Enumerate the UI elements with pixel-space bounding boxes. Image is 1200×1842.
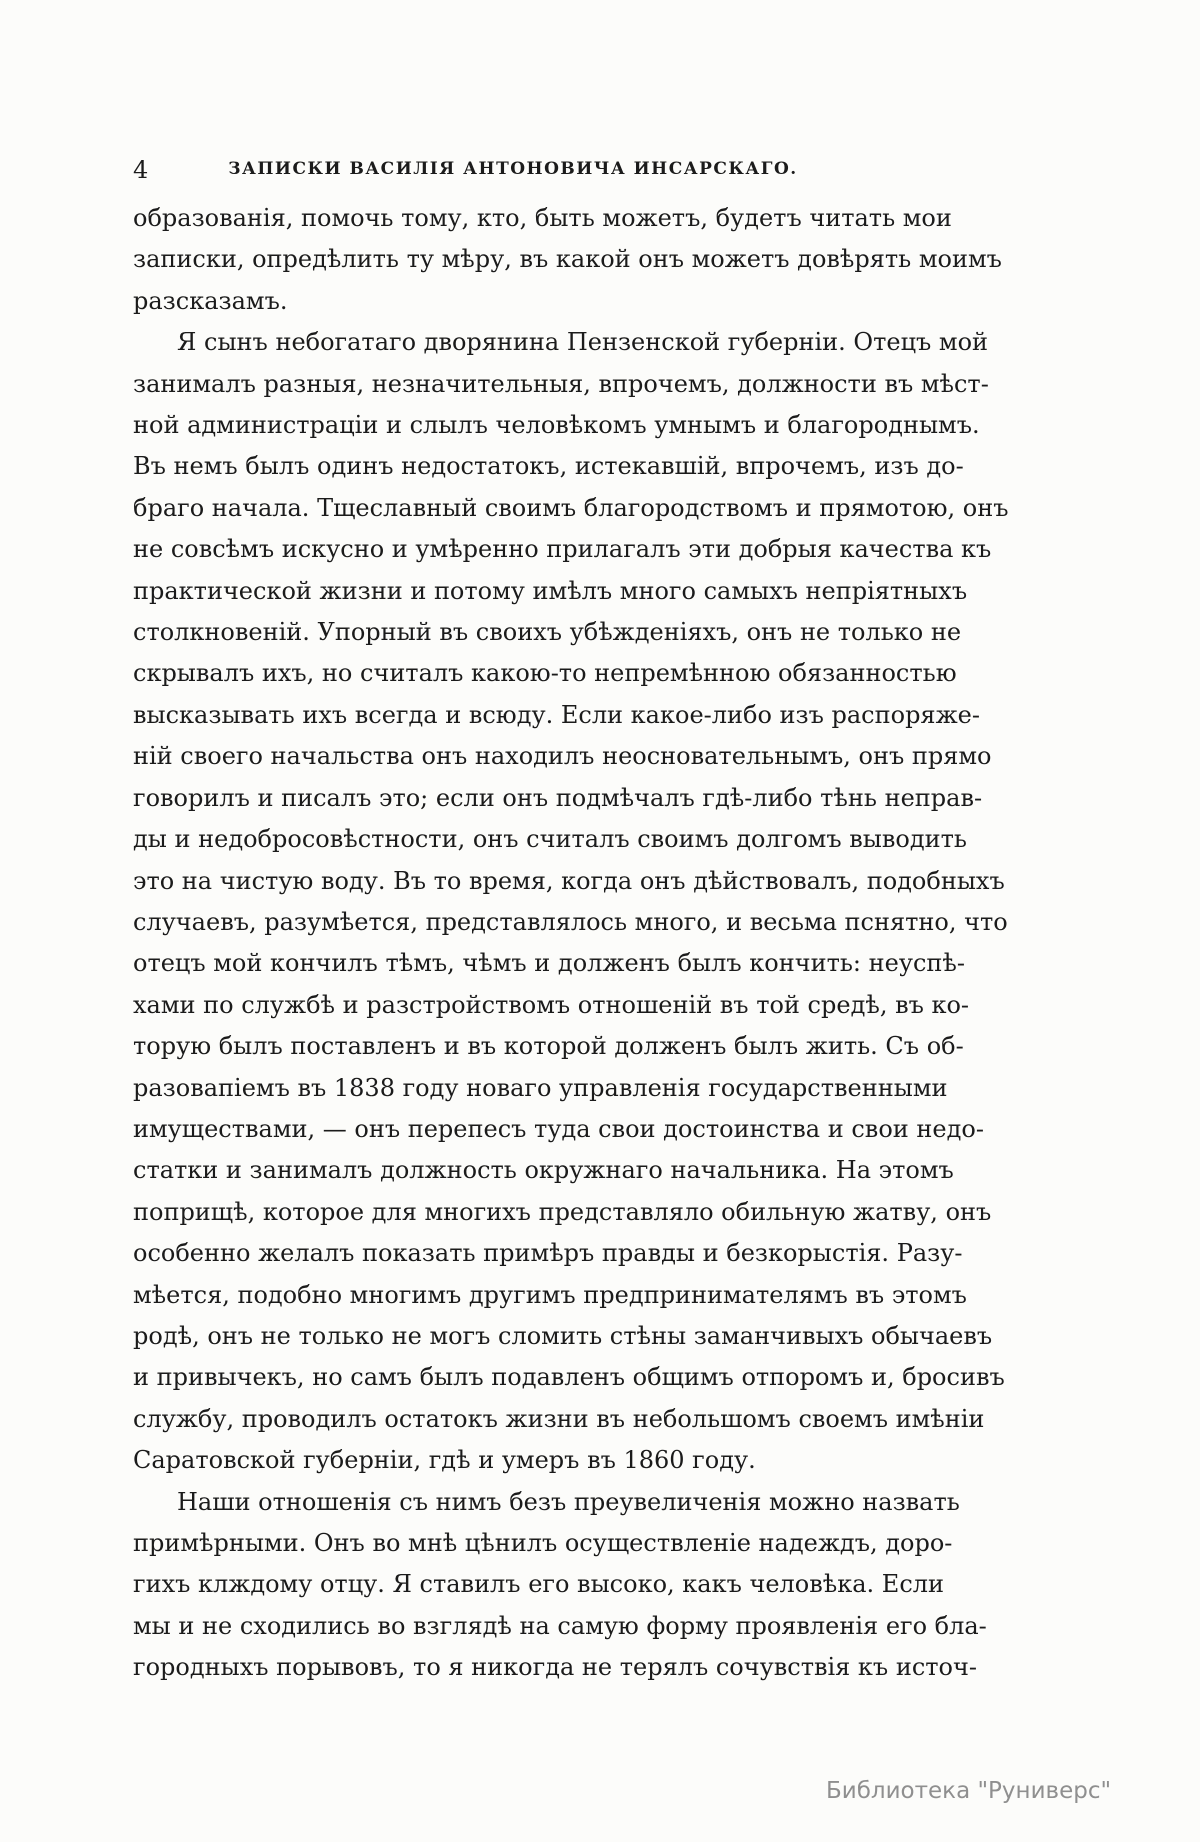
text-line: особенно желалъ показать примѣръ правды и безкорыстія. Разу- — [133, 1239, 963, 1268]
text-line: ній своего начальства онъ находилъ неосновательнымъ, онъ прямо — [133, 742, 992, 771]
text-line: разсказамъ. — [133, 286, 288, 315]
text-line: торую былъ поставленъ и въ которой долженъ былъ жить. Съ об- — [133, 1032, 964, 1061]
text-line: разовапіемъ въ 1838 году новаго управленія государственными — [133, 1073, 948, 1102]
text-line: отецъ мой кончилъ тѣмъ, чѣмъ и долженъ былъ кончить: неуспѣ- — [133, 949, 965, 978]
text-line: ды и недобросовѣстности, онъ считалъ своимъ долгомъ выводить — [133, 825, 967, 854]
text-line: занималъ разныя, незначительныя, впрочемъ, должности въ мѣст- — [133, 369, 989, 398]
text-line: городныхъ порывовъ, то я никогда не терялъ сочувствія къ источ- — [133, 1653, 977, 1682]
text-line: статки и занималъ должность окружнаго начальника. На этомъ — [133, 1156, 954, 1185]
text-line: ной администраціи и слылъ человѣкомъ умнымъ и благороднымъ. — [133, 411, 980, 440]
text-line: поприщѣ, которое для многихъ представляло обильную жатву, онъ — [133, 1197, 992, 1226]
text-line: мѣется, подобно многимъ другимъ предпринимателямъ въ этомъ — [133, 1280, 967, 1309]
text-line: службу, проводилъ остатокъ жизни въ небольшомъ своемъ имѣніи — [133, 1404, 985, 1433]
text-line: и привычекъ, но самъ былъ подавленъ общимъ отпоромъ и, бросивъ — [133, 1363, 1005, 1392]
text-line: скрывалъ ихъ, но считалъ какою-то непремѣнною обязанностью — [133, 659, 957, 688]
text-line: Я сынъ небогатаго дворянина Пензенской губерніи. Отецъ мой — [177, 328, 989, 357]
running-title: ЗАПИСКИ ВАСИЛІЯ АНТОНОВИЧА ИНСАРСКАГО. — [228, 159, 798, 179]
text-line: Саратовской губерніи, гдѣ и умеръ въ 1860 году. — [133, 1446, 756, 1475]
text-line: примѣрными. Онъ во мнѣ цѣнилъ осуществленіе надеждъ, доро- — [133, 1529, 953, 1557]
text-line: хами по службѣ и разстройствомъ отношеній въ той средѣ, въ ко- — [133, 990, 970, 1019]
text-line: не совсѣмъ искусно и умѣренно прилагалъ эти добрыя качества къ — [133, 535, 992, 564]
library-watermark: Библиотека "Руниверс" — [826, 1778, 1112, 1804]
page-body — [133, 198, 1009, 1689]
text-line: Наши отношенія съ нимъ безъ преувеличенія можно назвать — [177, 1487, 960, 1516]
text-line: браго начала. Тщеславный своимъ благородствомъ и прямотою, онъ — [133, 493, 1009, 522]
text-line: имуществами, — онъ перепесъ туда свои достоинства и свои недо- — [133, 1114, 984, 1143]
page-number: 4 — [133, 156, 149, 184]
text-line: мы и не сходились во взглядѣ на самую форму проявленія его бла- — [133, 1611, 987, 1640]
text-line: говорилъ и писалъ это; если онъ подмѣчалъ гдѣ-либо тѣнь неправ- — [133, 783, 983, 812]
text-line: гихъ клждому отцу. Я ставилъ его высоко, какъ человѣка. Если — [133, 1570, 944, 1599]
text-line: высказывать ихъ всегда и всюду. Если какое-либо изъ распоряже- — [133, 700, 980, 729]
text-line: записки, опредѣлить ту мѣру, въ какой онъ можетъ довѣрять моимъ — [133, 245, 1002, 274]
text-line: это на чистую воду. Въ то время, когда онъ дѣйствовалъ, подобныхъ — [133, 866, 1005, 895]
text-line: образованія, помочь тому, кто, быть можетъ, будетъ читать мои — [133, 204, 952, 232]
page-header — [133, 156, 930, 184]
text-line: Въ немъ былъ одинъ недостатокъ, истекавшій, впрочемъ, изъ до- — [133, 452, 964, 481]
text-line: случаевъ, разумѣется, представлялось много, и весьма пснятно, что — [133, 907, 1008, 936]
text-line: родѣ, онъ не только не могъ сломить стѣны заманчивыхъ обычаевъ — [133, 1321, 993, 1350]
text-line: практической жизни и потому имѣлъ много самыхъ непріятныхъ — [133, 576, 968, 605]
text-line: столкновеній. Упорный въ своихъ убѣжденіяхъ, онъ не только не — [133, 618, 962, 647]
